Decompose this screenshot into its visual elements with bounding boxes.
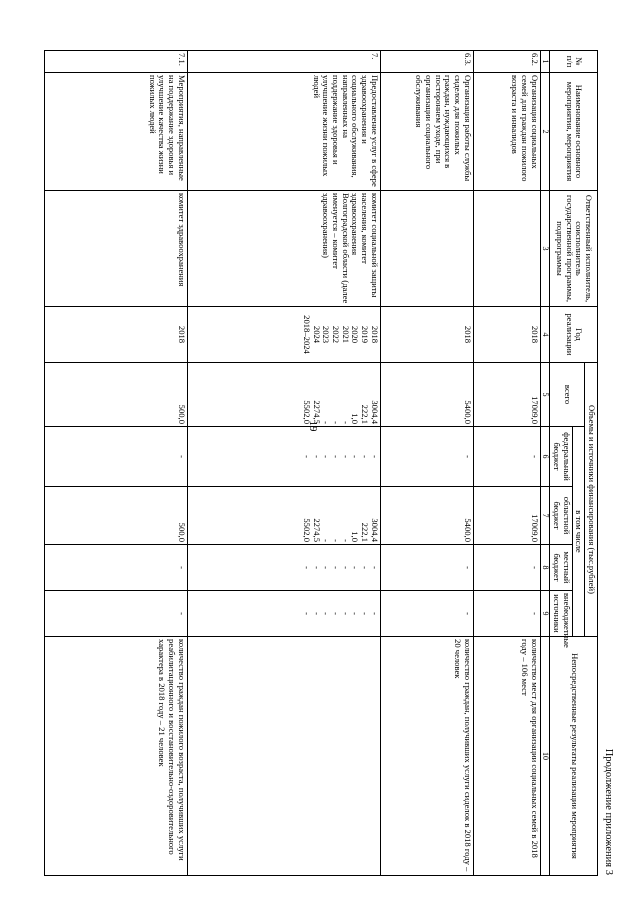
- row-regional-value: -: [340, 539, 351, 542]
- row-years-value: 2018: [529, 325, 540, 344]
- row-total-value: 1,0: [350, 413, 361, 424]
- row-federal-value: -: [321, 455, 332, 458]
- row-local: [380, 545, 473, 591]
- row-regional-value: 2274,5: [311, 518, 322, 542]
- header-federal: федеральный бюджет: [550, 427, 572, 487]
- row-federal-value: -: [359, 455, 370, 458]
- header-financing: Объемы и источники финансирования (тыс.рублей): [585, 363, 598, 637]
- row-extra-value: -: [321, 612, 332, 615]
- row-extra-value: -: [331, 612, 342, 615]
- row-years-value: 2019: [359, 325, 370, 344]
- row-total-value: -: [321, 421, 332, 424]
- row-total-value: 17009,0: [529, 396, 540, 424]
- row-years-value: 2023: [321, 325, 332, 344]
- row-years: [187, 307, 380, 363]
- header-extra: внебюджетные источники: [550, 591, 572, 637]
- row-total: [380, 363, 473, 427]
- row-extra-value: -: [340, 612, 351, 615]
- row-total-value: 2274,5: [311, 400, 322, 424]
- row-name: Организация работы службы сиделок для пожилых граждан, нуждающихся в постороннем уходе, при организации социального обслуживания: [380, 73, 473, 191]
- row-extra: [187, 591, 380, 637]
- col-number: 8: [540, 545, 550, 591]
- row-federal: [473, 427, 540, 487]
- row-years-value: 2018: [369, 325, 380, 344]
- row-total-value: 500,0: [176, 404, 187, 424]
- row-years-value: 2018: [176, 325, 187, 344]
- row-result: количество мест для организации социальных семей в 2018 году – 106 мест: [473, 637, 540, 876]
- row-name: Организация социальных семей для граждан пожилого возраста и инвалидов: [473, 73, 540, 191]
- row-extra: [44, 591, 187, 637]
- row-extra-value: -: [350, 612, 361, 615]
- row-result: количество граждан, получивших услуги сиделок в 2018 году – 20 человек: [380, 637, 473, 876]
- row-regional-value: 5502,0: [302, 518, 313, 542]
- table-body: [44, 51, 540, 876]
- row-local-value: -: [350, 566, 361, 569]
- col-number: 10: [540, 637, 550, 876]
- row-total: [473, 363, 540, 427]
- table-row: [187, 51, 380, 876]
- header-regional: областной бюджет: [550, 487, 572, 545]
- row-regional-value: -: [331, 539, 342, 542]
- row-regional-value: 17009,0: [529, 514, 540, 542]
- row-federal-value: -: [350, 455, 361, 458]
- row-total: [44, 363, 187, 427]
- row-local-value: -: [176, 566, 187, 569]
- header-name: Наименование основного мероприятия, мероприятия: [550, 73, 598, 191]
- col-number: 1: [540, 51, 550, 73]
- row-extra: [380, 591, 473, 637]
- header-year: Год реализации: [550, 307, 598, 363]
- row-num: 7.: [187, 51, 380, 73]
- row-regional: [44, 487, 187, 545]
- table-row: [380, 51, 473, 876]
- row-years: [473, 307, 540, 363]
- row-federal-value: -: [176, 455, 187, 458]
- table-row: [473, 51, 540, 876]
- row-federal: [187, 427, 380, 487]
- row-years-value: 2021: [340, 325, 351, 344]
- row-total: [187, 363, 380, 427]
- row-responsible: [473, 191, 540, 307]
- row-local-value: -: [369, 566, 380, 569]
- row-local-value: -: [302, 566, 313, 569]
- row-total-value: 222,1: [359, 404, 370, 424]
- row-federal-value: -: [302, 455, 313, 458]
- row-federal-value: -: [462, 455, 473, 458]
- row-years-value: 2018: [462, 325, 473, 344]
- row-regional-value: 222,1: [359, 522, 370, 542]
- col-number: 6: [540, 427, 550, 487]
- row-extra-value: -: [462, 612, 473, 615]
- row-federal-value: -: [529, 455, 540, 458]
- header-total: всего: [550, 363, 585, 427]
- row-federal-value: -: [340, 455, 351, 458]
- col-number: 9: [540, 591, 550, 637]
- col-number: 7: [540, 487, 550, 545]
- row-local-value: -: [321, 566, 332, 569]
- header-results: Непосредственные результаты реализации мероприятия: [550, 637, 598, 876]
- row-responsible: комитет здравоохранения: [44, 191, 187, 307]
- row-local-value: -: [462, 566, 473, 569]
- row-regional-value: 1,0: [350, 531, 361, 542]
- row-num: 7.1.: [44, 51, 187, 73]
- row-num: 6.3.: [380, 51, 473, 73]
- row-regional-value: 3004,4: [369, 518, 380, 542]
- row-regional: [380, 487, 473, 545]
- row-total-value: 5502,0: [302, 400, 313, 424]
- header-incl: в том числе: [572, 427, 585, 637]
- page-number: 19: [307, 420, 319, 432]
- row-local-value: -: [311, 566, 322, 569]
- row-local-value: -: [359, 566, 370, 569]
- appendix-title: Продолжение приложения 3: [603, 748, 614, 875]
- row-result: количество граждан пожилого возраста, получивших услуги реабилитационного и восстановительно-оздоровительного характера в 2018 году – 21 человек: [44, 637, 187, 876]
- row-extra-value: -: [311, 612, 322, 615]
- row-federal-value: -: [331, 455, 342, 458]
- header-responsible: Ответственный исполнитель, соисполнитель государственной программы, подпрограммы: [550, 191, 598, 307]
- row-responsible: комитет социальной защиты населения, комитет здравоохранения Волгоградской области (далее именуется – комитет здравоохранения): [187, 191, 380, 307]
- row-years-value: 2020: [350, 325, 361, 344]
- col-number: 5: [540, 363, 550, 427]
- row-regional-value: 500,0: [176, 522, 187, 542]
- row-regional-value: -: [321, 539, 332, 542]
- row-total-value: -: [331, 421, 342, 424]
- row-local-value: -: [340, 566, 351, 569]
- row-extra-value: -: [359, 612, 370, 615]
- row-num: 6.2.: [473, 51, 540, 73]
- row-total-value: 5400,0: [462, 400, 473, 424]
- col-number: 4: [540, 307, 550, 363]
- row-total-value: -: [340, 421, 351, 424]
- row-extra-value: -: [302, 612, 313, 615]
- row-responsible: [380, 191, 473, 307]
- header-num: № п/п: [550, 51, 598, 73]
- row-total-value: 3004,4: [369, 400, 380, 424]
- row-local: [187, 545, 380, 591]
- row-federal-value: -: [311, 455, 322, 458]
- table-row: [44, 51, 187, 876]
- row-federal: [380, 427, 473, 487]
- row-regional-value: 5400,0: [462, 518, 473, 542]
- col-number: 3: [540, 191, 550, 307]
- row-local: [473, 545, 540, 591]
- row-federal-value: -: [369, 455, 380, 458]
- column-numbers-row: [540, 51, 550, 876]
- col-number: 2: [540, 73, 550, 191]
- row-local: [44, 545, 187, 591]
- header-local: местный бюджет: [550, 545, 572, 591]
- row-years-value: 2018–2024: [302, 315, 313, 354]
- row-extra: [473, 591, 540, 637]
- row-local-value: -: [331, 566, 342, 569]
- row-extra-value: -: [529, 612, 540, 615]
- row-result: [187, 637, 380, 876]
- row-name: Мероприятия, направленные на поддержание здоровья и улучшение качества жизни пожилых людей: [44, 73, 187, 191]
- row-extra-value: -: [176, 612, 187, 615]
- row-regional: [187, 487, 380, 545]
- row-federal: [44, 427, 187, 487]
- row-name: Предоставление услуг в сфере здравоохранения и социального обслуживания, направленных на поддержание здоровья и улучшение жизни пожилых людей: [187, 73, 380, 191]
- row-years-value: 2022: [331, 325, 342, 344]
- row-extra-value: -: [369, 612, 380, 615]
- program-table: [44, 50, 598, 876]
- row-years: [44, 307, 187, 363]
- row-local-value: -: [529, 566, 540, 569]
- row-years-value: 2024: [311, 325, 322, 344]
- row-regional: [473, 487, 540, 545]
- row-years: [380, 307, 473, 363]
